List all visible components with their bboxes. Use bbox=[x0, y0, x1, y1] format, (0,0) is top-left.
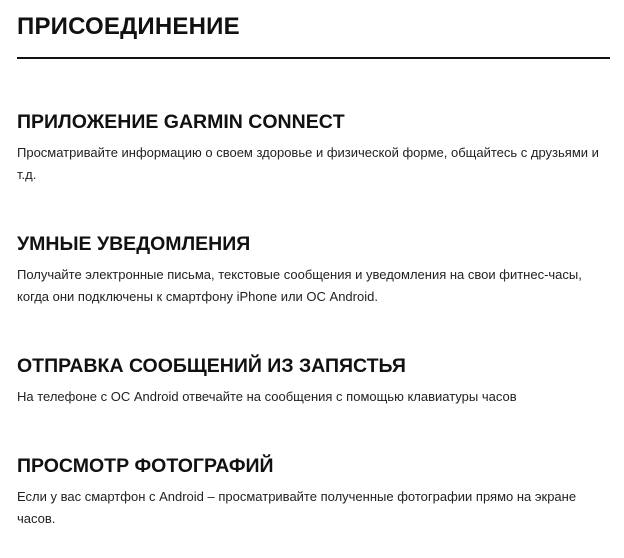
feature-description: Получайте электронные письма, текстовые сообщения и уведомления на свои фитнес-часы, когда они подключены к смартфону iPhone или ОС Android. bbox=[17, 267, 582, 304]
page-title: ПРИСОЕДИНЕНИЕ bbox=[17, 13, 240, 40]
feature-description: Если у вас смартфон с Android – просматривайте полученные фотографии прямо на экране часов. bbox=[17, 489, 577, 526]
feature-heading: УМНЫЕ УВЕДОМЛЕНИЯ bbox=[17, 233, 251, 255]
feature-photo-viewer bbox=[17, 454, 610, 530]
feature-heading: ПРОСМОТР ФОТОГРАФИЙ bbox=[17, 455, 274, 477]
feature-description: На телефоне с ОС Android отвечайте на сообщения с помощью клавиатуры часов bbox=[17, 389, 517, 404]
feature-heading: ОТПРАВКА СООБЩЕНИЙ ИЗ ЗАПЯСТЬЯ bbox=[17, 355, 406, 377]
feature-smart-notifications bbox=[17, 232, 610, 308]
feature-description: Просматривайте информацию о своем здоровье и физической форме, общайтесь с друзьями и т.д. bbox=[17, 145, 599, 182]
title-divider bbox=[17, 57, 610, 59]
feature-garmin-connect bbox=[17, 110, 610, 186]
feature-wrist-replies bbox=[17, 354, 610, 408]
feature-heading: ПРИЛОЖЕНИЕ GARMIN CONNECT bbox=[17, 111, 345, 133]
